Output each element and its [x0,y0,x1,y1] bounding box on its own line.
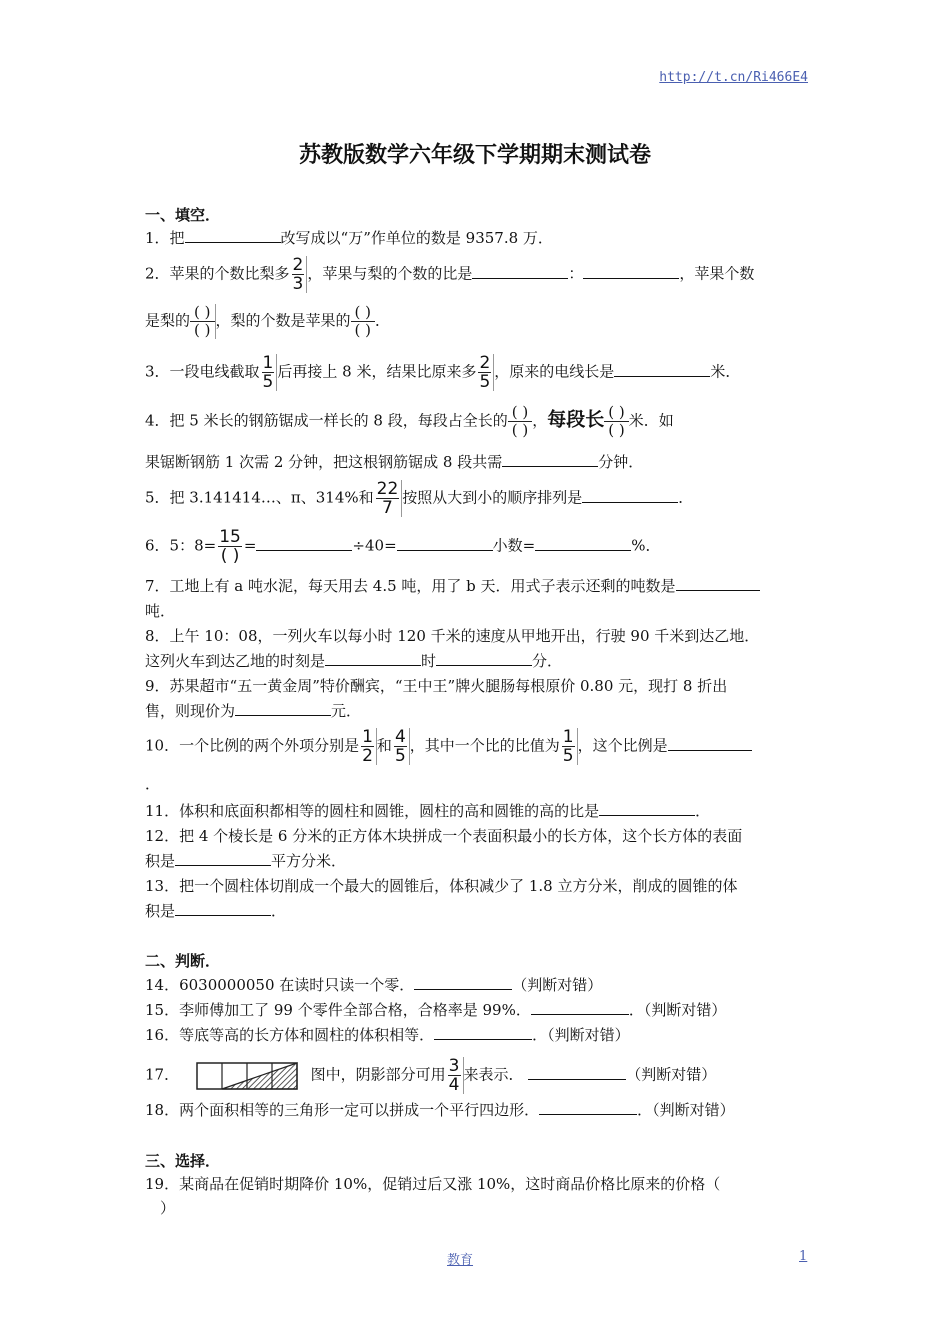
question-18: 18．两个面积相等的三角形一定可以拼成一个平行四边形． ．（判断对错） [145,1101,735,1119]
answer-blank[interactable] [583,264,679,279]
question-5: 5．把 3.141414…、π、314%和 $\frac{22}{7}$ 按照从大到小的顺序排列是 ． [145,479,694,518]
answer-blank[interactable] [185,228,281,243]
question-15: 15．李师傅加工了 99 个零件全部合格，合格率是 99%． ．（判断对错） [145,1001,727,1019]
question-11: 11．体积和底面积都相等的圆柱和圆锥，圆柱的高和圆锥的高的比是 ． [145,802,711,820]
question-19: 19．某商品在促销时期降价 10%，促销过后又涨 10%，这时商品价格比原来的价格（ [145,1175,721,1193]
answer-blank[interactable] [414,975,512,990]
answer-blank[interactable] [256,536,352,551]
answer-blank[interactable] [535,536,631,551]
answer-blank[interactable] [528,1065,626,1080]
question-4: 4．把 5 米长的钢筋锯成一样长的 8 段，每段占全长的 $\frac{( )}{( )}$ ，每段长 $\frac{( )}{( )}$ 米．如 [145,403,674,439]
answer-blank[interactable] [175,851,271,866]
question-17: 17． 图中，阴影部分可用 $\frac{3}{4}$ 来表示． （判断对错） [145,1056,717,1095]
answer-blank[interactable] [614,362,710,377]
answer-blank[interactable] [676,576,760,591]
question-14: 14．6030000050 在读时只读一个零． （判断对错） [145,976,603,994]
question-7: 7．工地上有 a 吨水泥，每天用去 4.5 吨，用了 b 天．用式子表示还剩的吨数是 [145,576,760,596]
question-9-cont: 售，则现价为 元． [145,702,362,720]
header-link[interactable]: http://t.cn/Ri466E4 [659,70,808,85]
answer-blank[interactable] [668,736,752,751]
question-19-cont: ） [160,1199,176,1217]
section-fill-in: 一、填空． [145,206,221,224]
question-8: 8．上午 10：08，一列火车以每小时 120 千米的速度从甲地开出，行驶 90 千米到达乙地． [145,627,760,645]
page-number: 1 [799,1249,808,1264]
question-6: 6．5：8= $\frac{15}{( )}$ = ÷40= 小数= %． [145,527,661,566]
answer-blank[interactable] [436,651,532,666]
answer-blank[interactable] [531,1000,629,1015]
question-3: 3．一段电线截取 $\frac{1}{5}$ 后再接上 8 米，结果比原来多 $\frac{2}{5}$ ，原来的电线长是 米． [145,353,741,392]
answer-blank[interactable] [235,701,331,716]
answer-blank[interactable] [397,536,493,551]
question-12-cont: 积是 平方分米． [145,852,347,870]
question-16: 16．等底等高的长方体和圆柱的体积相等． ．（判断对错） [145,1026,630,1044]
answer-blank[interactable] [175,901,271,916]
answer-blank[interactable] [472,264,568,279]
question-10-cont: ． [145,775,161,793]
question-2: 2．苹果的个数比梨多 $\frac{2}{3}$ ，苹果与梨的个数的比是 ： ，苹果个数 [145,255,755,294]
shaded-rectangle-figure [196,1061,300,1091]
question-1: 1．把 改写成以“万”作单位的数是 9357.8 万． [145,229,553,247]
page-title: 苏教版数学六年级下学期期末测试卷 [298,143,651,168]
question-4-cont: 果锯断钢筋 1 次需 2 分钟，把这根钢筋锯成 8 段共需 分钟． [145,453,644,471]
section-true-false: 二、判断． [145,952,221,970]
question-13: 13．把一个圆柱体切削成一个最大的圆锥后，体积减少了 1.8 立方分米，削成的圆锥的体 [145,877,738,895]
question-10: 10．一个比例的两个外项分别是 $\frac{1}{2}$ 和 $\frac{4}{5}$ ，其中一个比的比值为 $\frac{1}{5}$ ，这个比例是 [145,728,752,765]
question-12: 12．把 4 个棱长是 6 分米的正方体木块拼成一个表面积最小的长方体，这个长方体的表面 [145,827,743,845]
answer-blank[interactable] [434,1025,532,1040]
footer-label[interactable]: 教育 [447,1253,474,1268]
question-7-cont: 吨． [145,602,176,620]
answer-blank[interactable] [599,801,695,816]
answer-blank[interactable] [539,1100,637,1115]
answer-blank[interactable] [582,488,678,503]
answer-blank[interactable] [325,651,421,666]
question-2-cont: 是梨的 $\frac{( )}{( )}$ ，梨的个数是苹果的 $\frac{( )}{( )}$ ． [145,303,391,339]
answer-blank[interactable] [502,452,598,467]
section-multiple-choice: 三、选择． [145,1152,221,1170]
question-9: 9．苏果超市“五一黄金周”特价酬宾，“王中王”牌火腿肠每根原价 0.80 元，现打 8 折出 [145,677,728,695]
question-8-cont: 这列火车到达乙地的时刻是 时 分． [145,652,563,670]
question-13-cont: 积是 ． [145,902,287,920]
